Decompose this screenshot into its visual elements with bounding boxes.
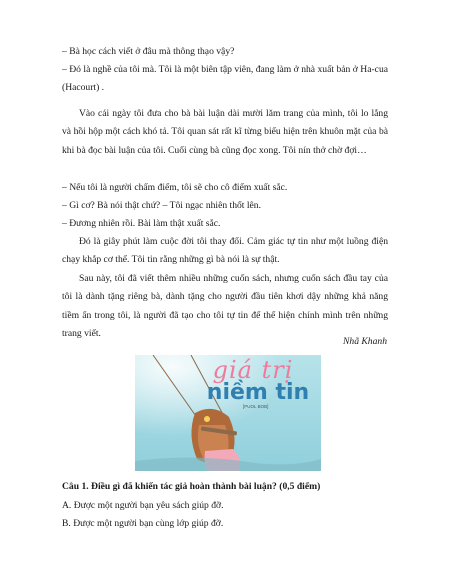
question-option-b: B. Được một người bạn cùng lớp giúp đỡ. [62,518,224,529]
question-title: Câu 1. Điều gì đã khiến tác giả hoàn thành bài luận? (0,5 điểm) [62,481,321,492]
illustration-title-line1: giá trị [212,356,294,384]
illustration-swing-girl [135,355,321,471]
dialogue-line-1: – Bà học cách viết ở đâu mà thông thạo vậy? [62,46,235,57]
paragraph-essay: Vào cái ngày tôi đưa cho bà bài luận dài mười lăm trang của mình, tôi lo lắng và hồi hộp một cách khó tả. Tôi quan sát rất kĩ từng biểu hiện trên khuôn mặt của bà khi bà đọc bài luận của tôi. Cuối cùng bà cũng đọc xong. Tôi nín thở chờ đợi… [62,108,388,156]
illustration-title-line2: niềm tin [206,380,310,405]
author-name: Nhã Khanh [343,336,387,347]
dialogue-line-2: – Đó là nghề của tôi mà. Tôi là một biên tập viên, đang làm ở nhà xuất bản ở Ha-cua (Hacourt) . [62,64,388,94]
illustration-small-text: [PUOL BOB] [243,404,269,409]
paragraph-later: Sau này, tôi đã viết thêm nhiều những cuốn sách, nhưng cuốn sách đầu tay của tôi là dành tặng riêng bà, dành tặng cho người đầu tiên khơi dậy những khả năng tiềm ẩn trong tôi, là người đã tạo cho tôi tự tin để thể hiện chính mình trên những trang viết. [62,273,388,340]
paragraph-moment: Đó là giây phút làm cuộc đời tôi thay đổi. Cảm giác tự tin như một luồng điện chạy khắp cơ thể. Tôi tin rằng những gì bà nói là sự thật. [62,236,388,266]
dialogue-line-5: – Đương nhiên rồi. Bài làm thật xuất sắc. [62,218,221,229]
question-option-a: A. Được một người bạn yêu sách giúp đỡ. [62,500,224,511]
dialogue-line-3: – Nếu tôi là người chấm điểm, tôi sẽ cho cô điểm xuất sắc. [62,182,288,193]
dialogue-line-4: – Gì cơ? Bà nói thật chứ? – Tôi ngạc nhiên thốt lên. [62,200,261,211]
